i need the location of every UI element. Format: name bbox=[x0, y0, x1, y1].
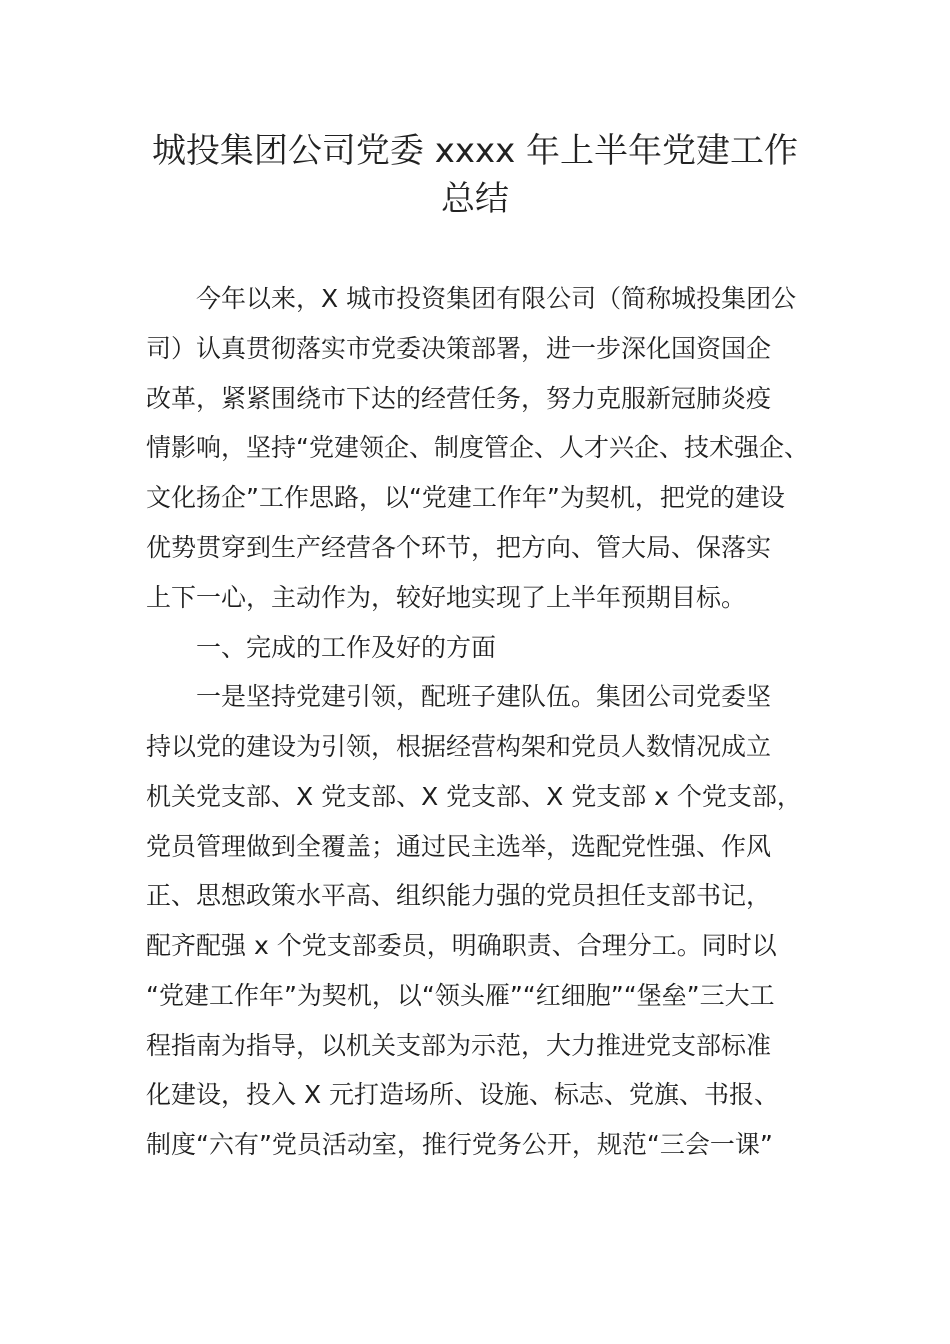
paragraph-line: “党建工作年”为契机，以“领头雁”“红细胞”“堡垒”三大工 bbox=[146, 981, 775, 1010]
paragraph-line: 一是坚持党建引领，配班子建队伍。集团公司党委坚 bbox=[196, 682, 772, 711]
paragraph-line: 党员管理做到全覆盖；通过民主选举，选配党性强、作风 bbox=[146, 832, 772, 861]
paragraph-line: 配齐配强 x 个党支部委员，明确职责、合理分工。同时以 bbox=[146, 931, 777, 960]
paragraph-line: 正、思想政策水平高、组织能力强的党员担任支部书记， bbox=[146, 881, 772, 910]
paragraph-line: 司）认真贯彻落实市党委决策部署，进一步深化国资国企 bbox=[146, 334, 772, 363]
paragraph-line: 机关党支部、X 党支部、X 党支部、X 党支部 x 个党支部， bbox=[146, 782, 802, 811]
paragraph-line: 制度“六有”党员活动室，推行党务公开，规范“三会一课” bbox=[146, 1130, 773, 1159]
paragraph-line: 情影响，坚持“党建领企、制度管企、人才兴企、技术强企、 bbox=[146, 433, 809, 462]
document-title-line-2: 总结 bbox=[441, 179, 509, 219]
paragraph-line: 化建设，投入 X 元打造场所、设施、标志、党旗、书报、 bbox=[146, 1080, 780, 1109]
section-heading: 一、完成的工作及好的方面 bbox=[196, 633, 497, 662]
document-title-line-1: 城投集团公司党委 xxxx 年上半年党建工作 bbox=[151, 131, 799, 171]
paragraph-line: 持以党的建设为引领，根据经营构架和党员人数情况成立 bbox=[146, 732, 772, 761]
paragraph-line: 程指南为指导，以机关支部为示范，大力推进党支部标准 bbox=[146, 1031, 772, 1060]
paragraph-line: 文化扬企”工作思路，以“党建工作年”为契机，把党的建设 bbox=[146, 483, 785, 512]
paragraph-line: 今年以来，X 城市投资集团有限公司（简称城投集团公 bbox=[196, 284, 797, 313]
paragraph-line: 上下一心，主动作为，较好地实现了上半年预期目标。 bbox=[146, 583, 747, 612]
paragraph-line: 优势贯穿到生产经营各个环节，把方向、管大局、保落实 bbox=[146, 533, 772, 562]
paragraph-line: 改革，紧紧围绕市下达的经营任务，努力克服新冠肺炎疫 bbox=[146, 384, 772, 413]
